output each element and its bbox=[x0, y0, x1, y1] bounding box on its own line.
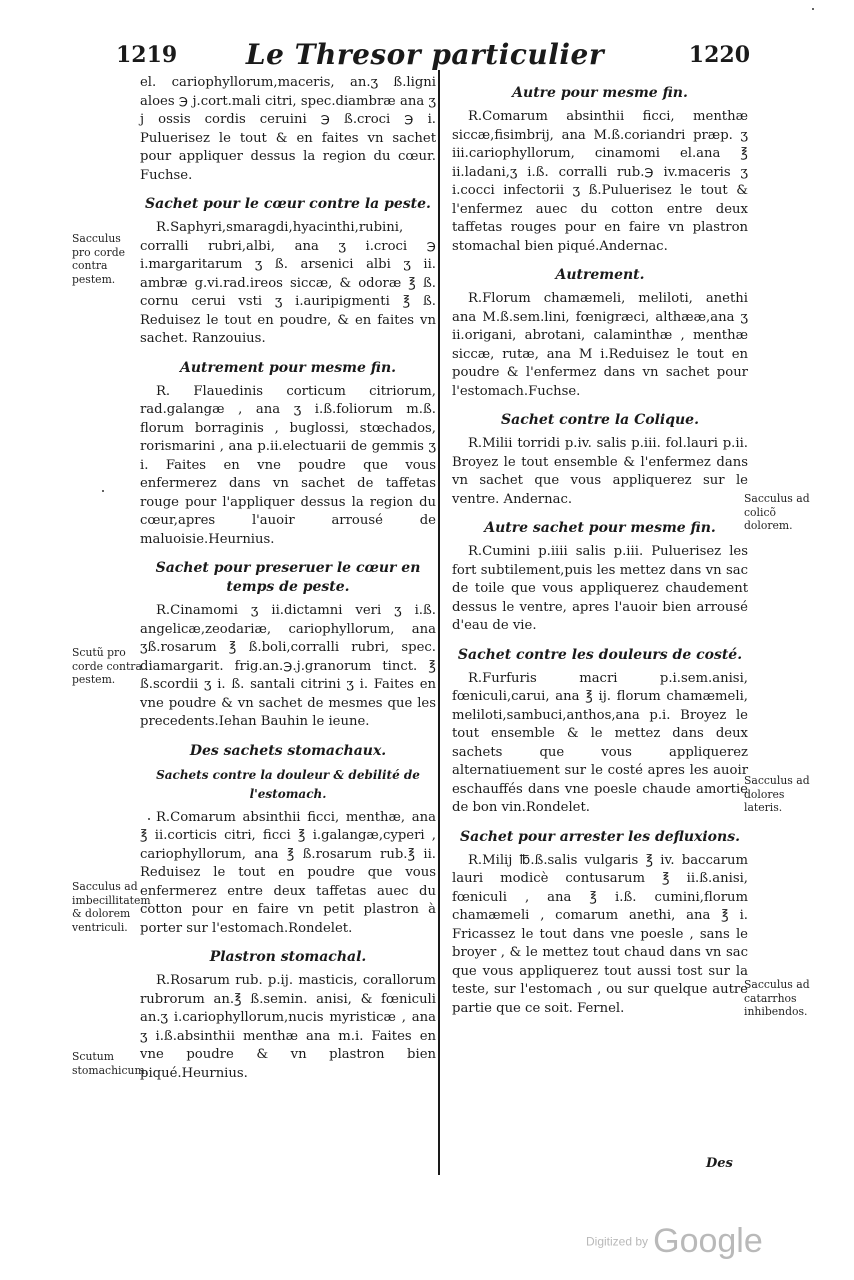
right-heading: Autre sachet pour mesme fin. bbox=[484, 520, 716, 536]
right-heading: Sachet contre les douleurs de costé. bbox=[457, 646, 743, 663]
column-divider bbox=[438, 70, 440, 1175]
catchword: Des bbox=[706, 1156, 733, 1171]
margin-note-left-2: Scutũ pro corde contra pestem. bbox=[72, 646, 142, 686]
left-paragraph: el. cariophyllorum,maceris, an.ʒ ß.ligni aloes ℈ j.cort.mali citri, spec.diambræ ana ʒ j ossis cordis ceruini ℈ ß.croci ℈ i. Puluerisez le tout & en faites vn sachet pour appliquer dessus la region du cœur. Fuchse. bbox=[140, 75, 436, 183]
right-paragraph: R.Florum chamæmeli, meliloti, anethi ana M.ß.sem.lini, fœnigræci, althææ,ana ʒ ii.origani, abrotani, calaminthæ , menthæ siccæ, rutæ, ana M i.Reduisez le tout en poudre & l'enfermez dans vn sachet pour l'estomach.Fuchse. bbox=[452, 291, 748, 399]
left-heading: Sachet pour preseruer le cœur en temps de peste. bbox=[155, 560, 421, 595]
left-page-number: 1219 bbox=[116, 42, 178, 68]
margin-note-left-4: Scutum stomachicum. bbox=[72, 1050, 149, 1077]
ink-speck bbox=[812, 8, 814, 10]
right-heading: Sachet contre la Colique. bbox=[501, 412, 699, 428]
right-paragraph: R.Furfuris macri p.i.sem.anisi, fœniculi,carui, ana ℥ ij. florum chamæmeli, meliloti,sambuci,anthos,ana p.i. Broyez le tout ensemble & le mettez dans deux sachets que vous appliquerez alternatiuement sur le costé apres les auoir eschauffés dans vne poesle chaude amortie de bon vin.Rondelet. bbox=[452, 670, 748, 815]
left-heading: Des sachets stomachaux. bbox=[189, 742, 387, 759]
margin-note-right-2: Sacculus ad dolores lateris. bbox=[744, 774, 810, 814]
margin-note-right-1: Sacculus ad colicõ dolorem. bbox=[744, 492, 810, 532]
digitized-watermark bbox=[586, 1222, 763, 1261]
watermark-prefix: Digitized by bbox=[586, 1234, 649, 1249]
right-paragraph: R.Cumini p.iiii salis p.iii. Puluerisez les fort subtilement,puis les mettez dans vn sac de toile que vous appliquerez chaudement dessus le ventre, apres l'auoir bien arrousé d'eau de vie. bbox=[452, 544, 748, 633]
page-header bbox=[80, 38, 770, 78]
left-paragraph: R.Saphyri,smaragdi,hyacinthi,rubini, corralli rubri,albi, ana ʒ i.croci ℈ i.margaritarum ʒ ß. arsenici albi ʒ ii. ambræ g.vi.rad.ireos siccæ, & odoræ ℥ ß. cornu cerui vsti ʒ i.auripigmenti ℥ ß. Reduisez le tout en poudre, & en faites vn sachet. Ranzouius. bbox=[140, 220, 436, 346]
left-heading: Sachets contre la douleur & debilité de l'estomach. bbox=[156, 767, 420, 801]
ink-speck bbox=[148, 818, 150, 820]
right-column bbox=[452, 74, 748, 1018]
running-title: Le Thresor particulier bbox=[245, 38, 605, 71]
right-heading: Autrement. bbox=[555, 267, 645, 283]
right-paragraph: R.Comarum absinthii ficci, menthæ siccæ,fisimbrij, ana M.ß.coriandri præp. ʒ iii.cariophyllorum, cinamomi el.ana ℥ ii.ladani,ʒ i.ß. corralli rub.℈ iv.maceris ʒ i.cocci infectorii ʒ ß.Puluerisez le tout & l'enfermez auec du cotton entre deux taffetas rouges pour en faire vn plastron stomachal bien piqué.Andernac. bbox=[452, 109, 748, 254]
left-heading: Sachet pour le cœur contre la peste. bbox=[145, 196, 431, 212]
left-paragraph: R. Flauedinis corticum citriorum, rad.galangæ , ana ʒ i.ß.foliorum m.ß. florum borraginis , buglossi, stœchados, rorismarini , ana p.ii.electuarii de gemmis ʒ i. Faites en vne poudre que vous enfermerez dans vn sachet de taffetas rouge pour l'appliquer dessus la region du cœur,apres l'auoir arrousé de maluoisie.Heurnius. bbox=[140, 383, 436, 547]
margin-note-right-3: Sacculus ad catarrhos inhibendos. bbox=[744, 978, 810, 1018]
margin-note-left-3: Sacculus ad imbecillitatem & dolorem ventriculi. bbox=[72, 880, 151, 934]
left-column bbox=[140, 74, 436, 1083]
left-paragraph: R.Comarum absinthii ficci, menthæ, ana ℥ ii.corticis citri, ficci ℥ i.galangæ,cyperi , cariophyllorum, ana ℥ ß.rosarum rub.℥ ii. Reduisez le tout en poudre que vous enfermerez entre deux taffetas auec du cotton pour en faire vn petit plastron à porter sur l'estomach.Rondelet. bbox=[140, 809, 436, 936]
margin-note-left-1: Sacculus pro corde contra pestem. bbox=[72, 232, 126, 286]
left-paragraph: R.Rosarum rub. p.ij. masticis, corallorum rubrorum an.℥ ß.semin. anisi, & fœniculi an.ʒ i.cariophyllorum,nucis myristicæ , ana ʒ i.ß.absinthii menthæ ana m.i. Faites en vne poudre & vn plastron bien piqué.Heurnius. bbox=[140, 973, 436, 1081]
right-paragraph: R.Milii torridi p.iv. salis p.iii. fol.lauri p.ii. Broyez le tout ensemble & l'enfermez dans vn sachet que vous appliquerez sur le ventre. Andernac. bbox=[452, 436, 748, 507]
right-paragraph: R.Milij ℔.ß.salis vulgaris ℥ iv. baccarum lauri modicè contusarum ℥ ii.ß.anisi, fœniculi , ana ℥ i.ß. cumini,florum chamæmeli , comarum anethi, ana ℥ i. Fricassez le tout dans vne poesle , sans le broyer , & le mettez tout chaud dans vn sac que vous appliquerez tout aussi tost sur la teste, sur l'estomach , ou sur quelque autre partie que ce soit. Fernel. bbox=[452, 852, 748, 1016]
right-page-number: 1220 bbox=[688, 42, 750, 68]
left-paragraph: R.Cinamomi ʒ ii.dictamni veri ʒ i.ß. angelicæ,zeodariæ, cariophyllorum, ana ʒß.rosarum ℥ ß.boli,corralli rubri, spec. diamargarit. frig.an.℈.j.granorum tinct. ℥ ß.scordii ʒ i. ß. santali citrini ʒ i. Faites en vne poudre & vn sachet de mesmes que les precedents.Iehan Bauhin le ieune. bbox=[140, 603, 436, 729]
right-heading: Sachet pour arrester les defluxions. bbox=[460, 828, 740, 845]
left-heading: Autrement pour mesme fin. bbox=[179, 359, 396, 376]
right-heading: Autre pour mesme fin. bbox=[512, 85, 688, 101]
left-heading: Plastron stomachal. bbox=[209, 949, 367, 965]
google-logo: Google bbox=[653, 1222, 763, 1260]
ink-speck bbox=[102, 490, 104, 492]
